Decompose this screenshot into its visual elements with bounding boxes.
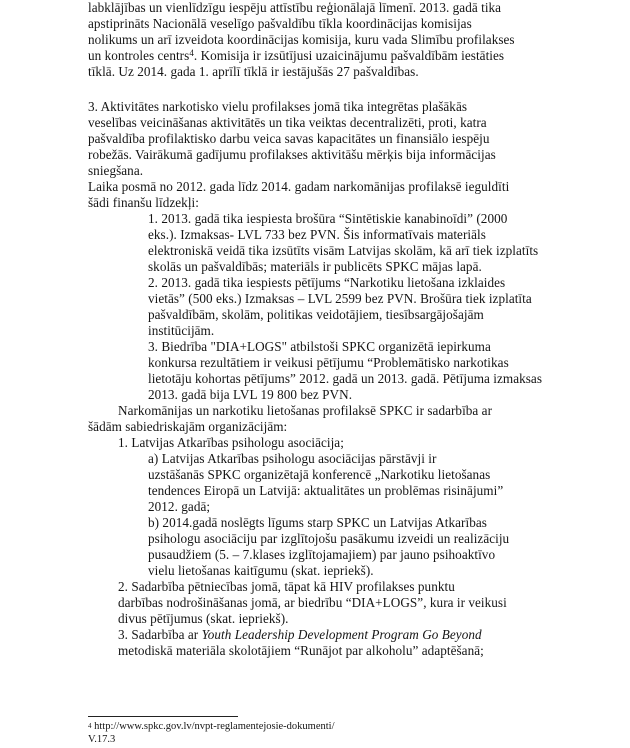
text-line: darbības nodrošināšanas jomā, ar biedrību “DIA+LOGS”, kura ir veikusi — [118, 595, 507, 610]
text-line: a) Latvijas Atkarības psihologu asociācijas pārstāvji ir — [148, 451, 437, 466]
text-line: eks.). Izmaksas- LVL 733 bez PVN. Šis informatīvais materiāls — [148, 227, 486, 242]
text-line: Narkomānijas un narkotiku lietošanas profilaksē SPKC ir sadarbība ar — [118, 403, 493, 418]
text-line: labklājības un vienlīdzīgu iespēju attīstību reģionālajā līmenī. 2013. gadā tika — [88, 0, 502, 15]
text-line: 1. 2013. gadā tika iespiesta brošūra “Sintētiskie kanabinoīdi” (2000 — [148, 211, 508, 226]
footnote: $^4$ http://www.spkc.gov.lv/nvpt-reglamentejosie-dokumenti/ — [88, 721, 335, 732]
text-line: un kontroles centrs$^4$. Komisija ir izsūtījusi uzaicinājumu pašvaldībām iestāties — [88, 48, 505, 63]
text-line: lietotāju kohortas pētījums” 2012. gadā un 2013. gadā. Pētījuma izmaksas — [148, 371, 543, 386]
text-line: 1. Latvijas Atkarības psihologu asociācija; — [118, 435, 344, 450]
text-line: pusaudžiem (5. – 7.klases izglītojamajiem) par jauno psihoaktīvo — [148, 547, 496, 562]
text-line: skolās un pašvaldībās; materiāls ir publicēts SPKC mājas lapā. — [148, 259, 482, 274]
text-line: Laika posmā no 2012. gada līdz 2014. gadam narkomānijas profilaksē ieguldīti — [88, 179, 510, 194]
text-line: divus pētījumus (skat. iepriekš). — [118, 611, 289, 626]
text-line: šādi finanšu līdzekļi: — [88, 195, 199, 210]
text-line: konkursa rezultātiem ir veikusi pētījumu “Problemātisko narkotikas — [148, 355, 509, 370]
text-line: 3. Aktivitātes narkotisko vielu profilakses jomā tika integrētas plašākās — [88, 99, 468, 114]
text-line: elektroniskā veidā tika izsūtīts visām Latvijas skolām, kā arī tiek izplatīts — [148, 243, 539, 258]
text-line: veselības veicināšanas aktivitātēs un tika veiktas decentralizēti, proti, katra — [88, 115, 487, 130]
text-line: uzstāšanās SPKC organizētajā konferencē „Narkotiku lietošanas — [148, 467, 491, 482]
text-line: 2. Sadarbība pētniecības jomā, tāpat kā HIV profilakses punktu — [118, 579, 455, 594]
text-line: tendences Eiropā un Latvijā: aktualitātes un problēmas risinājumi” — [148, 483, 504, 498]
text-line: psihologu asociāciju par izglītojošu pasākumu izveidi un realizāciju — [148, 531, 510, 546]
footnote-divider — [88, 716, 238, 717]
text-line: metodiskā materiāla skolotājiem “Runājot par alkoholu” adaptēšanā; — [118, 643, 484, 658]
text-line: pašvaldība profilaktisko darbu veica savas kapacitātes un finansiālo iespēju — [88, 131, 490, 146]
text-line: vietās” (500 eks.) Izmaksas – LVL 2599 bez PVN. Brošūra tiek izplatīta — [148, 291, 532, 306]
text-line: nolikums un arī izveidota koordinācijas komisija, kuru vada Slimību profilakses — [88, 32, 515, 47]
text-line: 3. Sadarbība ar Youth Leadership Development Program Go Beyond — [118, 627, 482, 642]
text-line: vielu lietošanas kaitīgumu (skat. iepriekš). — [148, 563, 374, 578]
text-line: tīklā. Uz 2014. gada 1. aprīlī tīklā ir iestājušās 27 pašvaldības. — [88, 64, 419, 79]
text-line: sniegšana. — [88, 163, 144, 178]
text-line: šādām sabiedriskajām organizācijām: — [88, 419, 288, 434]
text-line: institūcijām. — [148, 323, 215, 338]
page-code: V.17.3 — [88, 734, 116, 745]
text-line: 2. 2013. gadā tika iespiests pētījums “Narkotiku lietošana izklaides — [148, 275, 506, 290]
text-line: robežās. Vairākumā gadījumu profilakses aktivitāšu mērķis bija informācijas — [88, 147, 496, 162]
text-line: b) 2014.gadā noslēgts līgums starp SPKC un Latvijas Atkarības — [148, 515, 487, 530]
text-line: 2013. gadā bija LVL 19 800 bez PVN. — [148, 387, 353, 402]
text-line: 3. Biedrība "DIA+LOGS" atbilstoši SPKC organizētā iepirkuma — [148, 339, 491, 354]
text-line: 2012. gadā; — [148, 499, 211, 514]
text-line: apstiprināts Nacionālā veselīgo pašvaldību tīkla koordinācijas komisijas — [88, 16, 472, 31]
text-line: pašvaldībām, skolām, politikas veidotājiem, tiesībsargājošajām — [148, 307, 484, 322]
